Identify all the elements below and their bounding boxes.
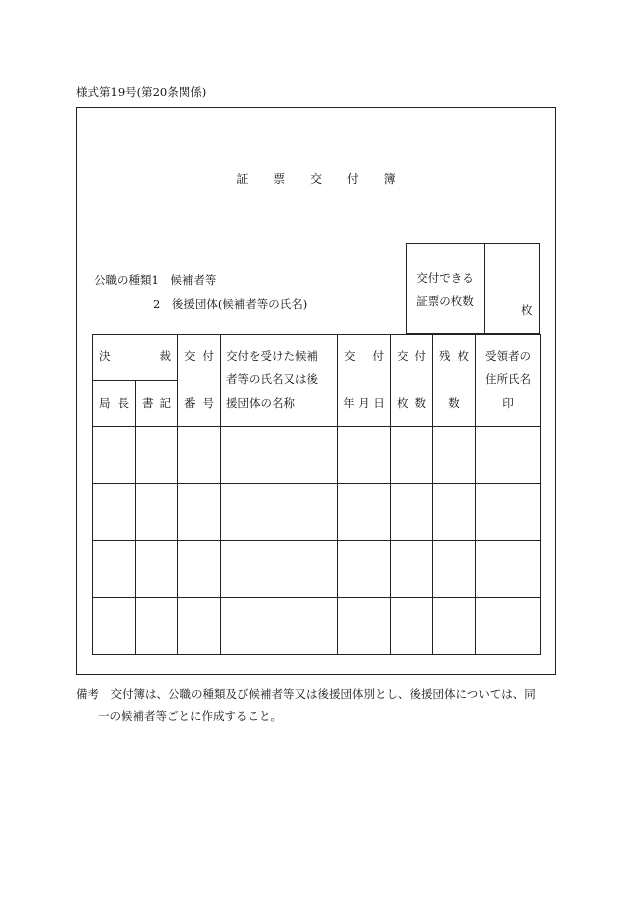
table-cell[interactable] bbox=[221, 541, 338, 598]
table-cell[interactable] bbox=[93, 598, 136, 655]
document-title bbox=[76, 170, 556, 187]
table-cell[interactable] bbox=[178, 598, 221, 655]
header-issued-count: 交 付 枚 数 bbox=[391, 335, 433, 427]
table-cell[interactable] bbox=[391, 541, 433, 598]
table-cell[interactable] bbox=[391, 598, 433, 655]
issuable-count-label-1: 交付できる bbox=[416, 271, 474, 285]
table-cell[interactable] bbox=[338, 541, 391, 598]
header-remaining: 残 枚 数 bbox=[433, 335, 476, 427]
office-kind-line-1: 公職の種類1 候補者等 bbox=[94, 273, 217, 287]
header-issue-date: 交 付 年 月 日 bbox=[338, 335, 391, 427]
table-cell[interactable] bbox=[93, 427, 136, 484]
table-cell[interactable] bbox=[221, 598, 338, 655]
table-row bbox=[93, 427, 541, 484]
table-row bbox=[93, 484, 541, 541]
table-cell[interactable] bbox=[178, 427, 221, 484]
header-clerk: 書 記 bbox=[136, 381, 178, 427]
remarks-line-2: 一の候補者等ごとに作成すること。 bbox=[98, 709, 282, 723]
table-cell[interactable] bbox=[476, 541, 541, 598]
table-cell[interactable] bbox=[433, 427, 476, 484]
table-cell[interactable] bbox=[433, 598, 476, 655]
table-cell[interactable] bbox=[391, 427, 433, 484]
header-recipient-name: 交付を受けた候補 者等の氏名又は後 援団体の名称 bbox=[221, 335, 338, 427]
header-decision: 決 裁 bbox=[93, 335, 178, 381]
table-cell[interactable] bbox=[136, 427, 178, 484]
table-cell[interactable] bbox=[178, 541, 221, 598]
table-cell[interactable] bbox=[338, 427, 391, 484]
office-kind-line-2: 2 後援団体(候補者等の氏名) bbox=[153, 297, 308, 311]
table-cell[interactable] bbox=[178, 484, 221, 541]
table-cell[interactable] bbox=[338, 484, 391, 541]
table-cell[interactable] bbox=[221, 484, 338, 541]
table-row bbox=[93, 541, 541, 598]
table-cell[interactable] bbox=[433, 484, 476, 541]
form-number-heading: 様式第19号(第20条関係) bbox=[76, 85, 207, 99]
title-char: 票 bbox=[273, 172, 286, 186]
issuable-count-unit: 枚 bbox=[521, 303, 533, 317]
title-char: 簿 bbox=[383, 172, 396, 186]
table-cell[interactable] bbox=[221, 427, 338, 484]
table-cell[interactable] bbox=[476, 427, 541, 484]
header-director: 局 長 bbox=[93, 381, 136, 427]
table-cell[interactable] bbox=[476, 598, 541, 655]
remarks-line-1: 備考 交付簿は、公職の種類及び候補者等又は後援団体別とし、後援団体については、同 bbox=[76, 687, 536, 701]
title-char: 交 bbox=[309, 172, 322, 186]
header-issue-number: 交 付 番 号 bbox=[178, 335, 221, 427]
table-row bbox=[93, 598, 541, 655]
table-cell[interactable] bbox=[93, 541, 136, 598]
table-cell[interactable] bbox=[476, 484, 541, 541]
table-cell[interactable] bbox=[433, 541, 476, 598]
issuable-count-label-2: 証票の枚数 bbox=[416, 294, 474, 308]
table-cell[interactable] bbox=[93, 484, 136, 541]
table-cell[interactable] bbox=[136, 598, 178, 655]
table-cell[interactable] bbox=[136, 541, 178, 598]
issuance-ledger-table bbox=[92, 334, 541, 655]
issuable-count-divider bbox=[484, 243, 485, 334]
table-cell[interactable] bbox=[136, 484, 178, 541]
table-cell[interactable] bbox=[391, 484, 433, 541]
issuable-count-box bbox=[406, 243, 540, 334]
title-char: 付 bbox=[346, 172, 359, 186]
table-cell[interactable] bbox=[338, 598, 391, 655]
header-receiver-seal: 受領者の 住所氏名 印 bbox=[476, 335, 541, 427]
title-char: 証 bbox=[236, 172, 249, 186]
